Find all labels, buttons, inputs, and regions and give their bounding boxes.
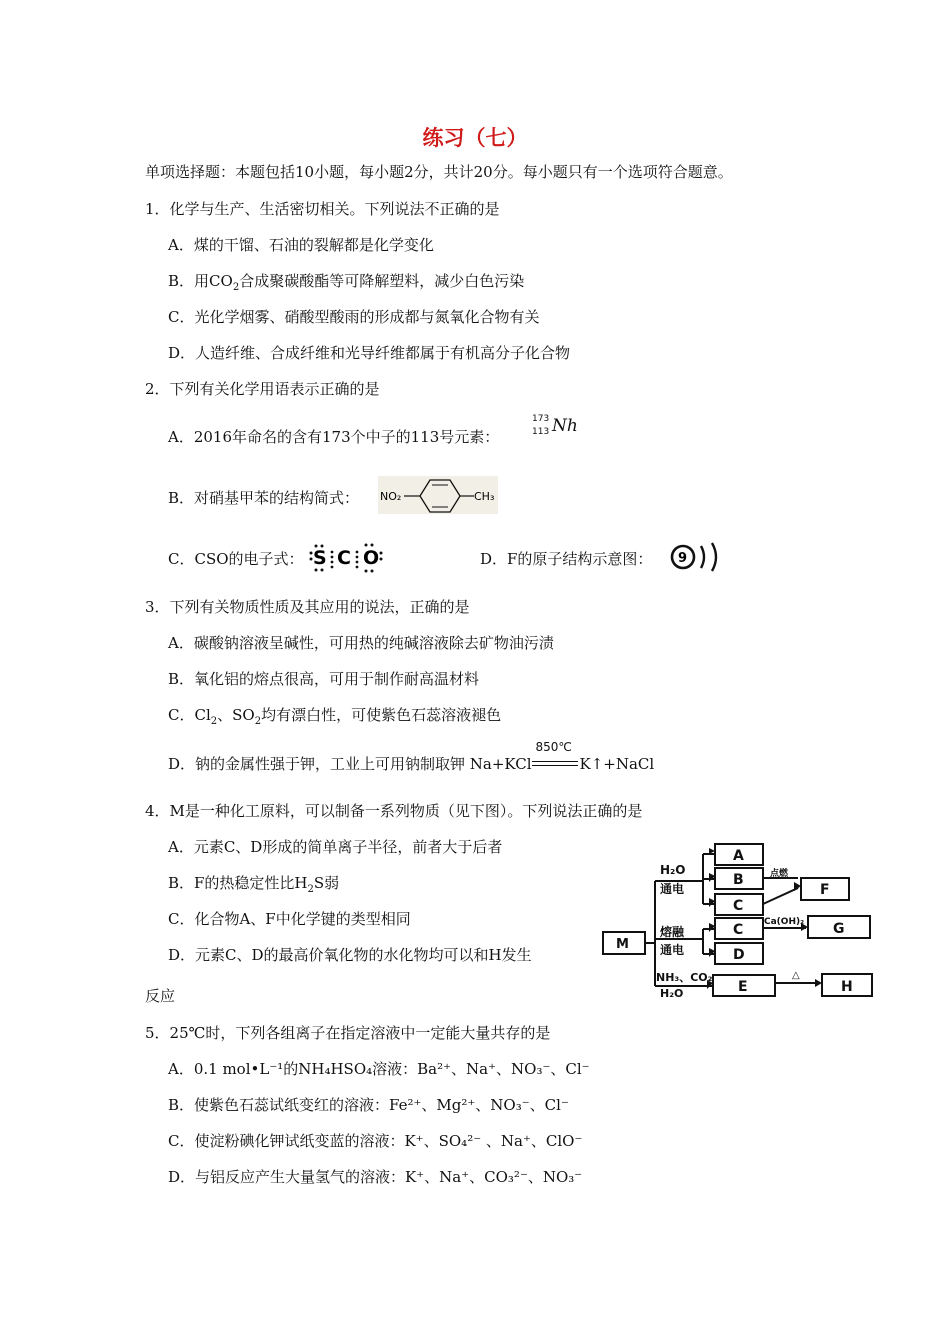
q1-option-c: C．光化学烟雾、硝酸型酸雨的形成都与氮氧化合物有关 bbox=[168, 308, 540, 326]
label-electrolysis-2: 通电 bbox=[660, 943, 685, 957]
q4-stem: 4．M是一种化工原料，可以制备一系列物质（见下图）。下列说法正确的是 bbox=[145, 802, 643, 820]
box-label-g: G bbox=[833, 921, 845, 937]
box-label-h: H bbox=[841, 979, 853, 995]
q4-option-b: B．F的热稳定性比$H_2S$弱 bbox=[168, 874, 340, 895]
q5-option-a: A．0.1 mol•L⁻¹的NH₄HSO₄溶液：Ba²⁺、Na⁺、NO₃⁻、Cl⁻ bbox=[168, 1060, 590, 1078]
box-label-b: B bbox=[733, 872, 744, 888]
q4-option-d-continuation: 反应 bbox=[145, 987, 176, 1005]
q3-option-c: C．$Cl_2$、$SO_2$均有漂白性，可使紫色石蕊溶液褪色 bbox=[168, 706, 502, 727]
label-h2o-bottom: H₂O bbox=[660, 987, 684, 998]
label-caoh2: Ca(OH)₂ bbox=[764, 917, 805, 927]
q1-option-d: D．人造纤维、合成纤维和光导纤维都属于有机高分子化合物 bbox=[168, 344, 571, 362]
q4-option-c: C．化合物A、F中化学键的类型相同 bbox=[168, 910, 411, 928]
reaction-condition-arrow: 850℃ bbox=[532, 754, 580, 774]
q1-option-a: A．煤的干馏、石油的裂解都是化学变化 bbox=[168, 236, 434, 254]
q3-option-d: D．钠的金属性强于钾，工业上可用钠制取钾 Na+KCl 850℃ K↑+NaCl bbox=[168, 740, 655, 773]
methyl-group-label: CH₃ bbox=[474, 490, 495, 503]
q2-option-d: D．F的原子结构示意图： bbox=[480, 550, 653, 568]
box-label-c2: C bbox=[733, 922, 744, 938]
box-label-a: A bbox=[733, 848, 744, 864]
q2-stem: 2．下列有关化学用语表示正确的是 bbox=[145, 380, 380, 398]
page-title: 练习（七） bbox=[422, 125, 528, 150]
q5-stem: 5．25℃时，下列各组离子在指定溶液中一定能大量共存的是 bbox=[145, 1024, 551, 1042]
q3-stem: 3．下列有关物质性质及其应用的说法，正确的是 bbox=[145, 598, 470, 616]
label-nh3-co2: NH₃、CO₂ bbox=[656, 971, 713, 984]
label-m: M bbox=[616, 937, 629, 952]
q3-option-a: A．碳酸钠溶液呈碱性，可用热的纯碱溶液除去矿物油污渍 bbox=[168, 634, 554, 652]
instruction: 单项选择题：本题包括10小题，每小题2分，共计20分。每小题只有一个选项符合题意。 bbox=[145, 163, 733, 181]
label-electrolysis-1: 通电 bbox=[660, 882, 685, 896]
box-label-d: D bbox=[733, 947, 745, 963]
nucleus-charge: 9 bbox=[678, 551, 688, 566]
box-label-e: E bbox=[738, 979, 748, 995]
q1-stem: 1．化学与生产、生活密切相关。下列说法不正确的是 bbox=[145, 200, 500, 218]
q5-option-c: C．使淀粉碘化钾试纸变蓝的溶液：K⁺、SO₄²⁻ 、Na⁺、ClO⁻ bbox=[168, 1132, 583, 1150]
q3-option-b: B．氧化铝的熔点很高，可用于制作耐高温材料 bbox=[168, 670, 480, 688]
p-nitrotoluene-structure bbox=[378, 476, 498, 514]
q2-option-a: A．2016年命名的含有173个中子的113号元素： bbox=[168, 428, 500, 446]
cso-electron-formula bbox=[309, 540, 385, 574]
q2-option-b: B．对硝基甲苯的结构简式： bbox=[168, 489, 360, 507]
nuclide-element: Nh bbox=[552, 416, 578, 436]
q4-option-a: A．元素C、D形成的简单离子半径，前者大于后者 bbox=[168, 838, 503, 856]
nitro-group-label: NO₂ bbox=[380, 490, 402, 503]
carbon-atom: C bbox=[337, 547, 351, 569]
q1-option-b: B．用$CO_2$合成聚碳酸酯等可降解塑料，减少白色污染 bbox=[168, 272, 525, 293]
label-heat: △ bbox=[792, 970, 800, 981]
arrow-c-to-f bbox=[763, 888, 798, 904]
q4-option-d: D．元素C、D的最高价氧化物的水化物均可以和H发生 bbox=[168, 946, 532, 964]
electron-shell-1 bbox=[701, 546, 704, 568]
fluorine-atom-diagram bbox=[668, 540, 728, 576]
label-molten: 熔融 bbox=[660, 925, 685, 939]
oxygen-atom: O bbox=[363, 547, 380, 569]
q4-flow-diagram bbox=[598, 836, 878, 998]
nuclide-mass-number: 173 bbox=[532, 414, 550, 424]
nuclide-atomic-number: 113 bbox=[532, 427, 550, 437]
q5-option-b: B．使紫色石蕊试纸变红的溶液：Fe²⁺、Mg²⁺、NO₃⁻、Cl⁻ bbox=[168, 1096, 569, 1114]
sulfur-atom: S bbox=[313, 547, 327, 569]
box-label-c1: C bbox=[733, 898, 744, 914]
q5-option-d: D．与铝反应产生大量氢气的溶液：K⁺、Na⁺、CO₃²⁻、NO₃⁻ bbox=[168, 1168, 583, 1186]
box-label-f: F bbox=[820, 882, 830, 898]
nuclide-symbol bbox=[532, 414, 582, 444]
label-ignite: 点燃 bbox=[770, 869, 789, 879]
q2-option-c: C．CSO的电子式： bbox=[168, 550, 304, 568]
label-h2o-top: H₂O bbox=[660, 863, 686, 877]
electron-shell-2 bbox=[712, 543, 716, 571]
